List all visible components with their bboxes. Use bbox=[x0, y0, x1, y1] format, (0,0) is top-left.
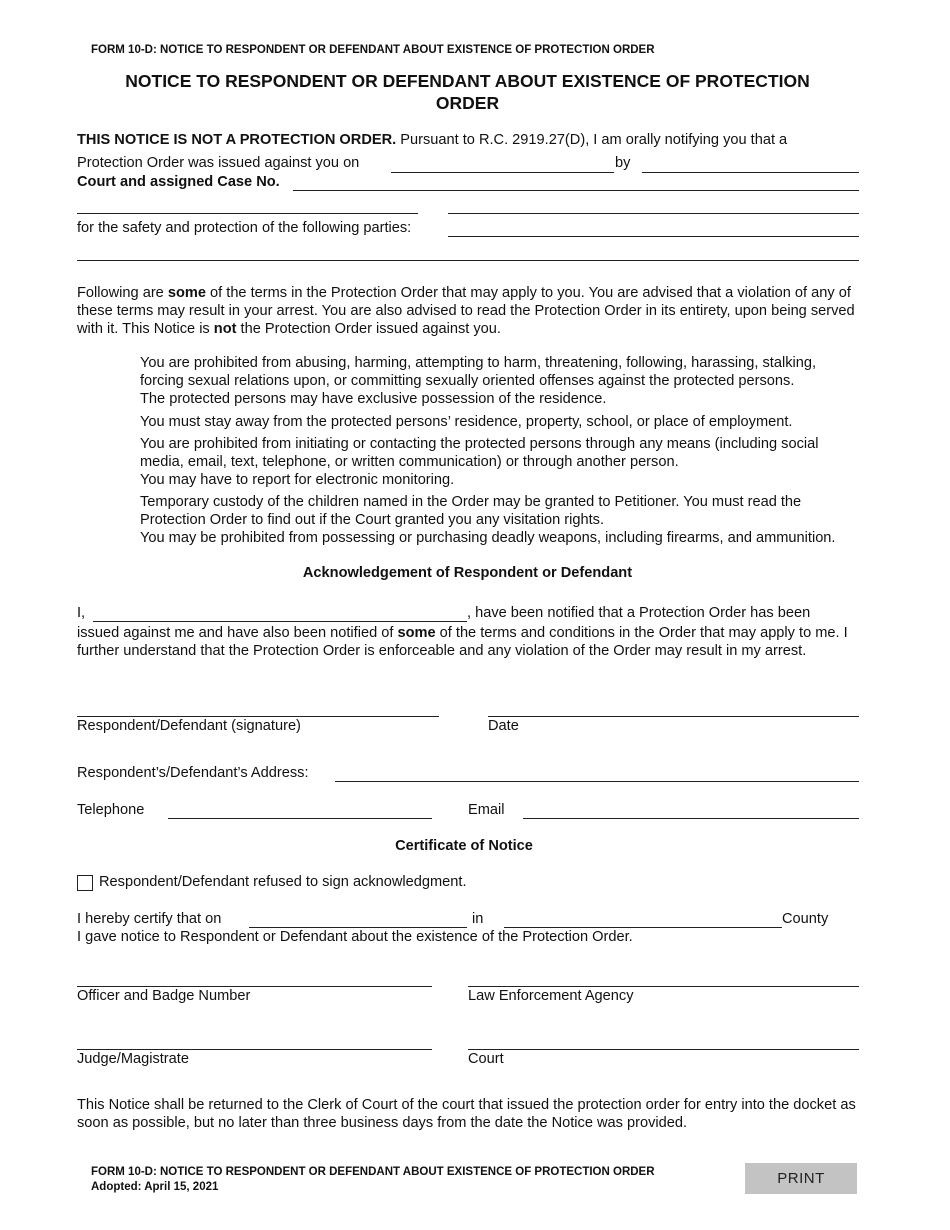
signature-input[interactable] bbox=[77, 697, 439, 715]
term-item-monitoring: You may have to report for electronic monitoring. bbox=[140, 472, 455, 488]
return-instructions: This Notice shall be returned to the Clerk of Court of the court that issued the protection order for entry into the docket as soon as possible, but no later than three business days from the date the Notice was provided. bbox=[77, 1097, 856, 1131]
issued-by-input[interactable] bbox=[642, 154, 859, 172]
judge-line bbox=[77, 1049, 432, 1050]
court-input[interactable] bbox=[468, 1030, 859, 1048]
ack-i-label: I, bbox=[77, 605, 86, 621]
judge-label: Judge/Magistrate bbox=[77, 1051, 189, 1067]
term-item-no-contact: You are prohibited from initiating or contacting the protected persons through any means (including social media, email, text, telephone, or written communication) or through another person. bbox=[140, 436, 819, 470]
ack-name-input[interactable] bbox=[95, 603, 467, 621]
term-item-no-abuse: You are prohibited from abusing, harming, attempting to harm, threatening, following, harassing, stalking, forcing sexual relations upon, or committing sexually oriented offenses against the protected persons. bbox=[140, 355, 817, 389]
terms-intro-text-c: the Protection Order issued against you. bbox=[236, 321, 501, 337]
address-input[interactable] bbox=[335, 763, 859, 781]
certify-date-input[interactable] bbox=[249, 909, 467, 927]
agency-line bbox=[468, 986, 859, 987]
underscore-line-right: __________________________________________ bbox=[448, 199, 789, 215]
issued-date-label: Protection Order was issued against you on bbox=[77, 155, 360, 171]
date-label: Date bbox=[488, 718, 519, 734]
email-line bbox=[523, 818, 859, 819]
county-line bbox=[504, 927, 782, 928]
certify-date-line bbox=[249, 927, 467, 928]
protected-parties-line-2 bbox=[77, 260, 859, 261]
officer-line bbox=[77, 986, 432, 987]
protected-parties-input[interactable] bbox=[448, 218, 859, 236]
certify-date-label: I hereby certify that on bbox=[77, 911, 222, 927]
terms-intro-paragraph bbox=[77, 284, 857, 338]
by-label: by bbox=[615, 155, 631, 171]
ack-name-line bbox=[93, 621, 467, 622]
terms-intro-some: some bbox=[167, 285, 206, 301]
ack-paragraph-some: some bbox=[397, 625, 436, 641]
protected-parties-input-2[interactable] bbox=[77, 242, 859, 260]
ack-paragraph-text-b: of the terms and conditions in the Order that may apply to me. I further understand that the Protection Order is enforceable and any violation of the Order may result in my arrest. bbox=[77, 625, 848, 659]
officer-label: Officer and Badge Number bbox=[77, 988, 251, 1004]
officer-input[interactable] bbox=[77, 967, 432, 985]
address-label: Respondent’s/Defendant’s Address: bbox=[77, 765, 309, 781]
protected-parties-label: for the safety and protection of the following parties: bbox=[77, 220, 412, 236]
term-item-residence: The protected persons may have exclusive possession of the residence. bbox=[140, 391, 607, 407]
ack-paragraph bbox=[77, 624, 857, 660]
county-label: County bbox=[782, 911, 829, 927]
issued-date-input[interactable] bbox=[391, 154, 614, 172]
refused-to-sign-checkbox[interactable] bbox=[77, 875, 93, 891]
page-title-line-2: ORDER bbox=[435, 93, 500, 113]
email-label: Email bbox=[468, 802, 505, 818]
refused-to-sign-label: Respondent/Defendant refused to sign acknowledgment. bbox=[99, 874, 467, 890]
page-title bbox=[60, 70, 875, 114]
agency-input[interactable] bbox=[468, 967, 859, 985]
extra-line-right bbox=[448, 213, 859, 214]
court-case-label: Court and assigned Case No. bbox=[77, 174, 280, 190]
footer-form-label: FORM 10-D: NOTICE TO RESPONDENT OR DEFENDANT ABOUT EXISTENCE OF PROTECTION ORDER bbox=[91, 1166, 655, 1178]
footer-adopted-date: Adopted: April 15, 2021 bbox=[91, 1181, 219, 1193]
terms-intro-text-b: of the terms in the Protection Order that may apply to you. You are advised that a violation of any of these terms may result in your arrest. You are also advised to read the Protection Order in its entirety, upon being served with it. This Notice is bbox=[77, 285, 855, 337]
terms-intro-text-a: Following are bbox=[77, 285, 168, 301]
county-input[interactable] bbox=[504, 909, 782, 927]
protected-parties-line bbox=[448, 236, 859, 237]
term-item-stay-away: You must stay away from the protected persons’ residence, property, school, or place of employment. bbox=[140, 414, 793, 430]
court-line bbox=[468, 1049, 859, 1050]
page-title-line-1: NOTICE TO RESPONDENT OR DEFENDANT ABOUT EXISTENCE OF PROTECTION bbox=[125, 71, 810, 91]
date-input[interactable] bbox=[488, 697, 859, 715]
terms-intro-not: not bbox=[213, 321, 237, 337]
date-line bbox=[488, 716, 859, 717]
underscore-line-left: __________________________________________ bbox=[77, 199, 418, 215]
notice-statement bbox=[77, 132, 787, 148]
telephone-input[interactable] bbox=[168, 800, 432, 818]
term-item-custody: Temporary custody of the children named in the Order may be granted to Petitioner. You must read the Protection Order to find out if the Court granted you any visitation rights. bbox=[140, 494, 802, 528]
address-line bbox=[335, 781, 859, 782]
court-case-input[interactable] bbox=[293, 172, 859, 190]
judge-input[interactable] bbox=[77, 1030, 432, 1048]
term-item-weapons: You may be prohibited from possessing or purchasing deadly weapons, including firearms, and ammunition. bbox=[140, 530, 836, 546]
in-label: in bbox=[472, 911, 484, 927]
signature-label: Respondent/Defendant (signature) bbox=[77, 718, 301, 734]
court-label: Court bbox=[468, 1051, 504, 1067]
email-input[interactable] bbox=[523, 800, 859, 818]
print-button[interactable]: PRINT bbox=[745, 1163, 857, 1194]
form-header-label: FORM 10-D: NOTICE TO RESPONDENT OR DEFENDANT ABOUT EXISTENCE OF PROTECTION ORDER bbox=[91, 44, 655, 56]
certificate-heading: Certificate of Notice bbox=[395, 838, 533, 854]
ack-notified-text: , have been notified that a Protection Order has been bbox=[467, 605, 811, 621]
agency-label: Law Enforcement Agency bbox=[468, 988, 634, 1004]
court-case-line bbox=[293, 190, 859, 191]
acknowledgement-heading: Acknowledgement of Respondent or Defendant bbox=[302, 565, 633, 581]
gave-notice-text: I gave notice to Respondent or Defendant about the existence of the Protection Order. bbox=[77, 929, 633, 945]
signature-line bbox=[77, 716, 439, 717]
not-protection-order-notice: THIS NOTICE IS NOT A PROTECTION ORDER. bbox=[77, 132, 397, 148]
oral-notification-text: Pursuant to R.C. 2919.27(D), I am orally notifying you that a bbox=[400, 132, 788, 148]
ack-paragraph-text-a: issued against me and have also been notified of bbox=[77, 625, 398, 641]
telephone-line bbox=[168, 818, 432, 819]
telephone-label: Telephone bbox=[77, 802, 145, 818]
